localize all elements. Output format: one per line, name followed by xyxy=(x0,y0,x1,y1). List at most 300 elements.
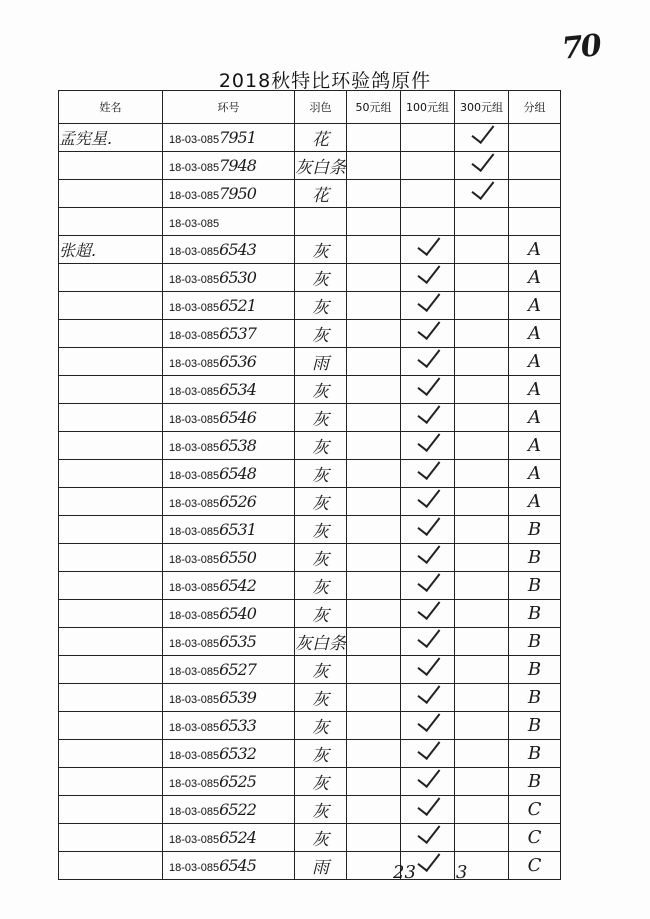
group-50-cell xyxy=(347,460,401,488)
owner-name-cell xyxy=(59,852,163,880)
group-50-cell xyxy=(347,544,401,572)
feather-color-cell: 灰 xyxy=(295,432,347,460)
group-300-cell xyxy=(455,712,509,740)
group-50-cell xyxy=(347,152,401,180)
feather-color-cell: 灰 xyxy=(295,600,347,628)
ring-prefix: 18-03-085 xyxy=(169,526,220,538)
feather-color-cell xyxy=(295,208,347,236)
ring-suffix: 6534 xyxy=(219,380,256,399)
header-300-group: 300元组 xyxy=(455,91,509,124)
group-100-cell xyxy=(401,712,455,740)
group-50-cell xyxy=(347,404,401,432)
owner-name-cell xyxy=(59,572,163,600)
checkmark-icon xyxy=(417,628,440,648)
group-letter-cell: B xyxy=(509,768,561,796)
ring-suffix: 6527 xyxy=(219,660,256,679)
owner-name-cell xyxy=(59,544,163,572)
owner-name-cell xyxy=(59,264,163,292)
group-letter-cell: A xyxy=(509,488,561,516)
group-300-cell xyxy=(455,488,509,516)
group-50-cell xyxy=(347,320,401,348)
checkmark-icon xyxy=(471,180,494,200)
group-50-cell xyxy=(347,376,401,404)
ring-number-cell xyxy=(163,460,295,488)
ring-number-cell xyxy=(163,432,295,460)
ring-number-cell xyxy=(163,236,295,264)
ring-number-cell xyxy=(163,516,295,544)
group-100-cell xyxy=(401,488,455,516)
group-letter-cell: C xyxy=(509,796,561,824)
ring-suffix: 6530 xyxy=(219,268,256,287)
checkmark-icon xyxy=(417,376,440,396)
ring-number-cell xyxy=(163,320,295,348)
group-300-cell xyxy=(455,152,509,180)
ring-prefix: 18-03-085 xyxy=(169,694,220,706)
owner-name-cell xyxy=(59,348,163,376)
group-letter-cell: B xyxy=(509,544,561,572)
group-letter-cell: A xyxy=(509,264,561,292)
owner-name-cell xyxy=(59,208,163,236)
group-300-cell xyxy=(455,796,509,824)
ring-prefix: 18-03-085 xyxy=(169,750,220,762)
group-letter-cell: A xyxy=(509,348,561,376)
table-row xyxy=(59,348,561,376)
ring-prefix: 18-03-085 xyxy=(169,442,220,454)
feather-color-cell: 灰 xyxy=(295,516,347,544)
ring-prefix: 18-03-085 xyxy=(169,470,220,482)
checkmark-icon xyxy=(417,600,440,620)
feather-color-cell: 灰白条 xyxy=(295,628,347,656)
table-row xyxy=(59,292,561,320)
header-color: 羽色 xyxy=(295,91,347,124)
ring-suffix: 6543 xyxy=(219,240,256,259)
ring-number-cell xyxy=(163,376,295,404)
group-300-cell xyxy=(455,544,509,572)
owner-name-cell xyxy=(59,180,163,208)
group-50-cell xyxy=(347,236,401,264)
group-letter-cell xyxy=(509,124,561,152)
ring-suffix: 6526 xyxy=(219,492,256,511)
table-row xyxy=(59,628,561,656)
checkmark-icon xyxy=(417,432,440,452)
group-300-cell xyxy=(455,124,509,152)
ring-prefix: 18-03-085 xyxy=(169,638,220,650)
group-letter-cell xyxy=(509,208,561,236)
group-50-cell xyxy=(347,292,401,320)
ring-prefix: 18-03-085 xyxy=(169,190,220,202)
ring-suffix: 6525 xyxy=(219,772,256,791)
feather-color-cell: 灰 xyxy=(295,320,347,348)
group-letter-cell: A xyxy=(509,460,561,488)
table-row xyxy=(59,712,561,740)
table-row xyxy=(59,656,561,684)
ring-suffix: 6533 xyxy=(219,716,256,735)
group-100-cell xyxy=(401,824,455,852)
group-50-cell xyxy=(347,572,401,600)
feather-color-cell: 灰 xyxy=(295,376,347,404)
ring-number-cell xyxy=(163,684,295,712)
group-letter-cell: C xyxy=(509,852,561,880)
group-300-cell xyxy=(455,516,509,544)
ring-prefix: 18-03-085 xyxy=(169,778,220,790)
group-letter-cell: A xyxy=(509,236,561,264)
feather-color-cell: 灰 xyxy=(295,824,347,852)
ring-number-cell xyxy=(163,572,295,600)
ring-prefix: 18-03-085 xyxy=(169,302,220,314)
checkmark-icon xyxy=(417,572,440,592)
ring-prefix: 18-03-085 xyxy=(169,358,220,370)
group-100-cell xyxy=(401,124,455,152)
group-50-cell xyxy=(347,264,401,292)
table-row xyxy=(59,740,561,768)
table-row xyxy=(59,768,561,796)
document-title: 2018秋特比环验鸽原件 xyxy=(218,70,432,92)
owner-name-cell xyxy=(59,320,163,348)
checkmark-icon xyxy=(417,404,440,424)
group-letter-cell: A xyxy=(509,432,561,460)
ring-prefix: 18-03-085 xyxy=(169,386,220,398)
table-row xyxy=(59,152,561,180)
group-letter-cell xyxy=(509,152,561,180)
owner-name-cell xyxy=(59,600,163,628)
feather-color-cell: 灰 xyxy=(295,656,347,684)
group-100-cell xyxy=(401,600,455,628)
group-300-cell xyxy=(455,404,509,432)
table-row xyxy=(59,432,561,460)
table-row xyxy=(59,460,561,488)
ring-number-cell xyxy=(163,628,295,656)
group-50-cell xyxy=(347,628,401,656)
ring-prefix: 18-03-085 xyxy=(169,862,220,874)
header-name: 姓名 xyxy=(59,91,163,124)
group-letter-cell: B xyxy=(509,656,561,684)
ring-number-cell xyxy=(163,740,295,768)
group-50-cell xyxy=(347,208,401,236)
owner-name-cell xyxy=(59,432,163,460)
page-number-note: 70 xyxy=(560,28,602,67)
group-letter-cell: B xyxy=(509,712,561,740)
checkmark-icon xyxy=(417,852,440,872)
group-50-cell xyxy=(347,516,401,544)
ring-prefix: 18-03-085 xyxy=(169,414,220,426)
ring-number-cell xyxy=(163,404,295,432)
ring-suffix: 7951 xyxy=(219,128,256,147)
group-300-cell xyxy=(455,572,509,600)
feather-color-cell: 灰 xyxy=(295,796,347,824)
owner-name-cell xyxy=(59,516,163,544)
owner-name-cell xyxy=(59,488,163,516)
ring-number-cell xyxy=(163,208,295,236)
group-50-cell xyxy=(347,768,401,796)
group-100-cell xyxy=(401,628,455,656)
table-row xyxy=(59,404,561,432)
table-row xyxy=(59,516,561,544)
table-row xyxy=(59,488,561,516)
feather-color-cell: 灰 xyxy=(295,572,347,600)
owner-name-cell xyxy=(59,712,163,740)
group-letter-cell: A xyxy=(509,376,561,404)
ring-suffix: 6545 xyxy=(219,856,256,875)
checkmark-icon xyxy=(417,796,440,816)
feather-color-cell: 灰 xyxy=(295,544,347,572)
ring-number-cell xyxy=(163,712,295,740)
checkmark-icon xyxy=(417,740,440,760)
group-300-cell xyxy=(455,824,509,852)
ring-prefix: 18-03-085 xyxy=(169,246,220,258)
ring-suffix: 6538 xyxy=(219,436,256,455)
ring-suffix: 7948 xyxy=(219,156,256,175)
group-letter-cell: B xyxy=(509,600,561,628)
group-100-cell xyxy=(401,264,455,292)
feather-color-cell: 花 xyxy=(295,180,347,208)
checkmark-icon xyxy=(417,488,440,508)
owner-name-cell: 孟宪星. xyxy=(59,124,163,152)
ring-suffix: 6548 xyxy=(219,464,256,483)
group-300-cell xyxy=(455,600,509,628)
header-ring: 环号 xyxy=(163,91,295,124)
header-50-group: 50元组 xyxy=(347,91,401,124)
group-50-cell xyxy=(347,432,401,460)
table-row xyxy=(59,124,561,152)
ring-number-cell xyxy=(163,348,295,376)
table-row xyxy=(59,264,561,292)
ring-suffix: 7950 xyxy=(219,184,256,203)
checkmark-icon xyxy=(417,544,440,564)
checkmark-icon xyxy=(417,768,440,788)
owner-name-cell xyxy=(59,824,163,852)
table-row xyxy=(59,236,561,264)
header-group: 分组 xyxy=(509,91,561,124)
group-100-cell xyxy=(401,656,455,684)
group-letter-cell xyxy=(509,180,561,208)
ring-number-cell xyxy=(163,152,295,180)
group-letter-cell: A xyxy=(509,292,561,320)
feather-color-cell: 灰 xyxy=(295,460,347,488)
group-300-cell xyxy=(455,684,509,712)
ring-suffix: 6539 xyxy=(219,688,256,707)
table-row xyxy=(59,544,561,572)
group-100-cell xyxy=(401,376,455,404)
group-300-cell xyxy=(455,320,509,348)
table-header-row xyxy=(59,91,561,124)
group-300-cell xyxy=(455,432,509,460)
table-row xyxy=(59,320,561,348)
feather-color-cell: 灰 xyxy=(295,684,347,712)
group-100-cell xyxy=(401,432,455,460)
group-50-cell xyxy=(347,124,401,152)
group-50-cell xyxy=(347,348,401,376)
group-300-cell xyxy=(455,236,509,264)
tally-100-group: 23 xyxy=(393,862,416,883)
ring-number-cell xyxy=(163,292,295,320)
group-letter-cell: B xyxy=(509,740,561,768)
group-letter-cell: B xyxy=(509,628,561,656)
group-50-cell xyxy=(347,180,401,208)
ring-number-cell xyxy=(163,264,295,292)
group-100-cell xyxy=(401,348,455,376)
ring-prefix: 18-03-085 xyxy=(169,498,220,510)
ring-prefix: 18-03-085 xyxy=(169,806,220,818)
ring-prefix: 18-03-085 xyxy=(169,554,220,566)
owner-name-cell xyxy=(59,460,163,488)
ring-suffix: 6546 xyxy=(219,408,256,427)
ring-number-cell xyxy=(163,852,295,880)
ring-suffix: 6531 xyxy=(219,520,256,539)
table-row xyxy=(59,796,561,824)
feather-color-cell: 灰 xyxy=(295,740,347,768)
ring-prefix: 18-03-085 xyxy=(169,134,220,146)
group-100-cell xyxy=(401,320,455,348)
group-300-cell xyxy=(455,768,509,796)
group-100-cell xyxy=(401,152,455,180)
owner-name-cell xyxy=(59,376,163,404)
table-row xyxy=(59,376,561,404)
tally-300-group: 3 xyxy=(456,862,468,883)
feather-color-cell: 灰 xyxy=(295,404,347,432)
group-300-cell xyxy=(455,348,509,376)
ring-number-cell xyxy=(163,488,295,516)
group-50-cell xyxy=(347,684,401,712)
ring-number-cell xyxy=(163,768,295,796)
table-row xyxy=(59,684,561,712)
ring-suffix: 6522 xyxy=(219,800,256,819)
checkmark-icon xyxy=(417,460,440,480)
checkmark-icon xyxy=(417,656,440,676)
group-50-cell xyxy=(347,600,401,628)
header-100-group: 100元组 xyxy=(401,91,455,124)
ring-prefix: 18-03-085 xyxy=(169,834,220,846)
ring-prefix: 18-03-085 xyxy=(169,330,220,342)
checkmark-icon xyxy=(417,824,440,844)
checkmark-icon xyxy=(417,292,440,312)
ring-suffix: 6542 xyxy=(219,576,256,595)
registration-table xyxy=(58,90,561,880)
group-300-cell xyxy=(455,180,509,208)
ring-number-cell xyxy=(163,544,295,572)
feather-color-cell: 灰 xyxy=(295,236,347,264)
ring-prefix: 18-03-085 xyxy=(169,582,220,594)
feather-color-cell: 灰 xyxy=(295,292,347,320)
checkmark-icon xyxy=(417,264,440,284)
owner-name-cell xyxy=(59,684,163,712)
ring-suffix: 6540 xyxy=(219,604,256,623)
group-300-cell xyxy=(455,208,509,236)
feather-color-cell: 灰 xyxy=(295,488,347,516)
group-50-cell xyxy=(347,824,401,852)
group-100-cell xyxy=(401,460,455,488)
group-100-cell xyxy=(401,572,455,600)
table-row xyxy=(59,180,561,208)
group-letter-cell: C xyxy=(509,824,561,852)
group-300-cell xyxy=(455,264,509,292)
feather-color-cell: 雨 xyxy=(295,348,347,376)
group-300-cell xyxy=(455,376,509,404)
group-100-cell xyxy=(401,544,455,572)
checkmark-icon xyxy=(417,684,440,704)
group-50-cell xyxy=(347,656,401,684)
owner-name-cell xyxy=(59,796,163,824)
checkmark-icon xyxy=(417,516,440,536)
table-row xyxy=(59,572,561,600)
group-100-cell xyxy=(401,236,455,264)
ring-number-cell xyxy=(163,124,295,152)
ring-number-cell xyxy=(163,824,295,852)
ring-number-cell xyxy=(163,180,295,208)
ring-suffix: 6536 xyxy=(219,352,256,371)
feather-color-cell: 雨 xyxy=(295,852,347,880)
group-300-cell xyxy=(455,628,509,656)
owner-name-cell xyxy=(59,768,163,796)
group-50-cell xyxy=(347,712,401,740)
feather-color-cell: 灰白条 xyxy=(295,152,347,180)
ring-prefix: 18-03-085 xyxy=(169,162,220,174)
feather-color-cell: 花 xyxy=(295,124,347,152)
ring-prefix: 18-03-085 xyxy=(169,610,220,622)
group-50-cell xyxy=(347,796,401,824)
checkmark-icon xyxy=(417,320,440,340)
table-row xyxy=(59,852,561,880)
ring-number-cell xyxy=(163,600,295,628)
table-body xyxy=(59,124,561,880)
owner-name-cell xyxy=(59,740,163,768)
feather-color-cell: 灰 xyxy=(295,712,347,740)
ring-suffix: 6537 xyxy=(219,324,256,343)
group-300-cell xyxy=(455,740,509,768)
group-100-cell xyxy=(401,796,455,824)
ring-prefix: 18-03-085 xyxy=(169,218,220,230)
group-100-cell xyxy=(401,404,455,432)
group-letter-cell: B xyxy=(509,516,561,544)
owner-name-cell xyxy=(59,656,163,684)
group-100-cell xyxy=(401,740,455,768)
ring-suffix: 6550 xyxy=(219,548,256,567)
feather-color-cell: 灰 xyxy=(295,264,347,292)
ring-suffix: 6535 xyxy=(219,632,256,651)
ring-prefix: 18-03-085 xyxy=(169,722,220,734)
ring-number-cell xyxy=(163,656,295,684)
group-100-cell xyxy=(401,684,455,712)
checkmark-icon xyxy=(417,236,440,256)
feather-color-cell: 灰 xyxy=(295,768,347,796)
owner-name-cell xyxy=(59,404,163,432)
group-50-cell xyxy=(347,740,401,768)
checkmark-icon xyxy=(417,348,440,368)
group-50-cell xyxy=(347,488,401,516)
group-300-cell xyxy=(455,292,509,320)
group-300-cell xyxy=(455,656,509,684)
ring-number-cell xyxy=(163,796,295,824)
group-letter-cell: B xyxy=(509,684,561,712)
ring-prefix: 18-03-085 xyxy=(169,666,220,678)
checkmark-icon xyxy=(471,124,494,144)
owner-name-cell: 张超. xyxy=(59,236,163,264)
group-letter-cell: A xyxy=(509,320,561,348)
checkmark-icon xyxy=(471,152,494,172)
ring-prefix: 18-03-085 xyxy=(169,274,220,286)
group-100-cell xyxy=(401,208,455,236)
checkmark-icon xyxy=(417,712,440,732)
ring-suffix: 6524 xyxy=(219,828,256,847)
group-300-cell xyxy=(455,460,509,488)
ring-suffix: 6532 xyxy=(219,744,256,763)
table-row xyxy=(59,600,561,628)
group-100-cell xyxy=(401,768,455,796)
group-100-cell xyxy=(401,180,455,208)
owner-name-cell xyxy=(59,152,163,180)
table-row xyxy=(59,208,561,236)
owner-name-cell xyxy=(59,292,163,320)
owner-name-cell xyxy=(59,628,163,656)
